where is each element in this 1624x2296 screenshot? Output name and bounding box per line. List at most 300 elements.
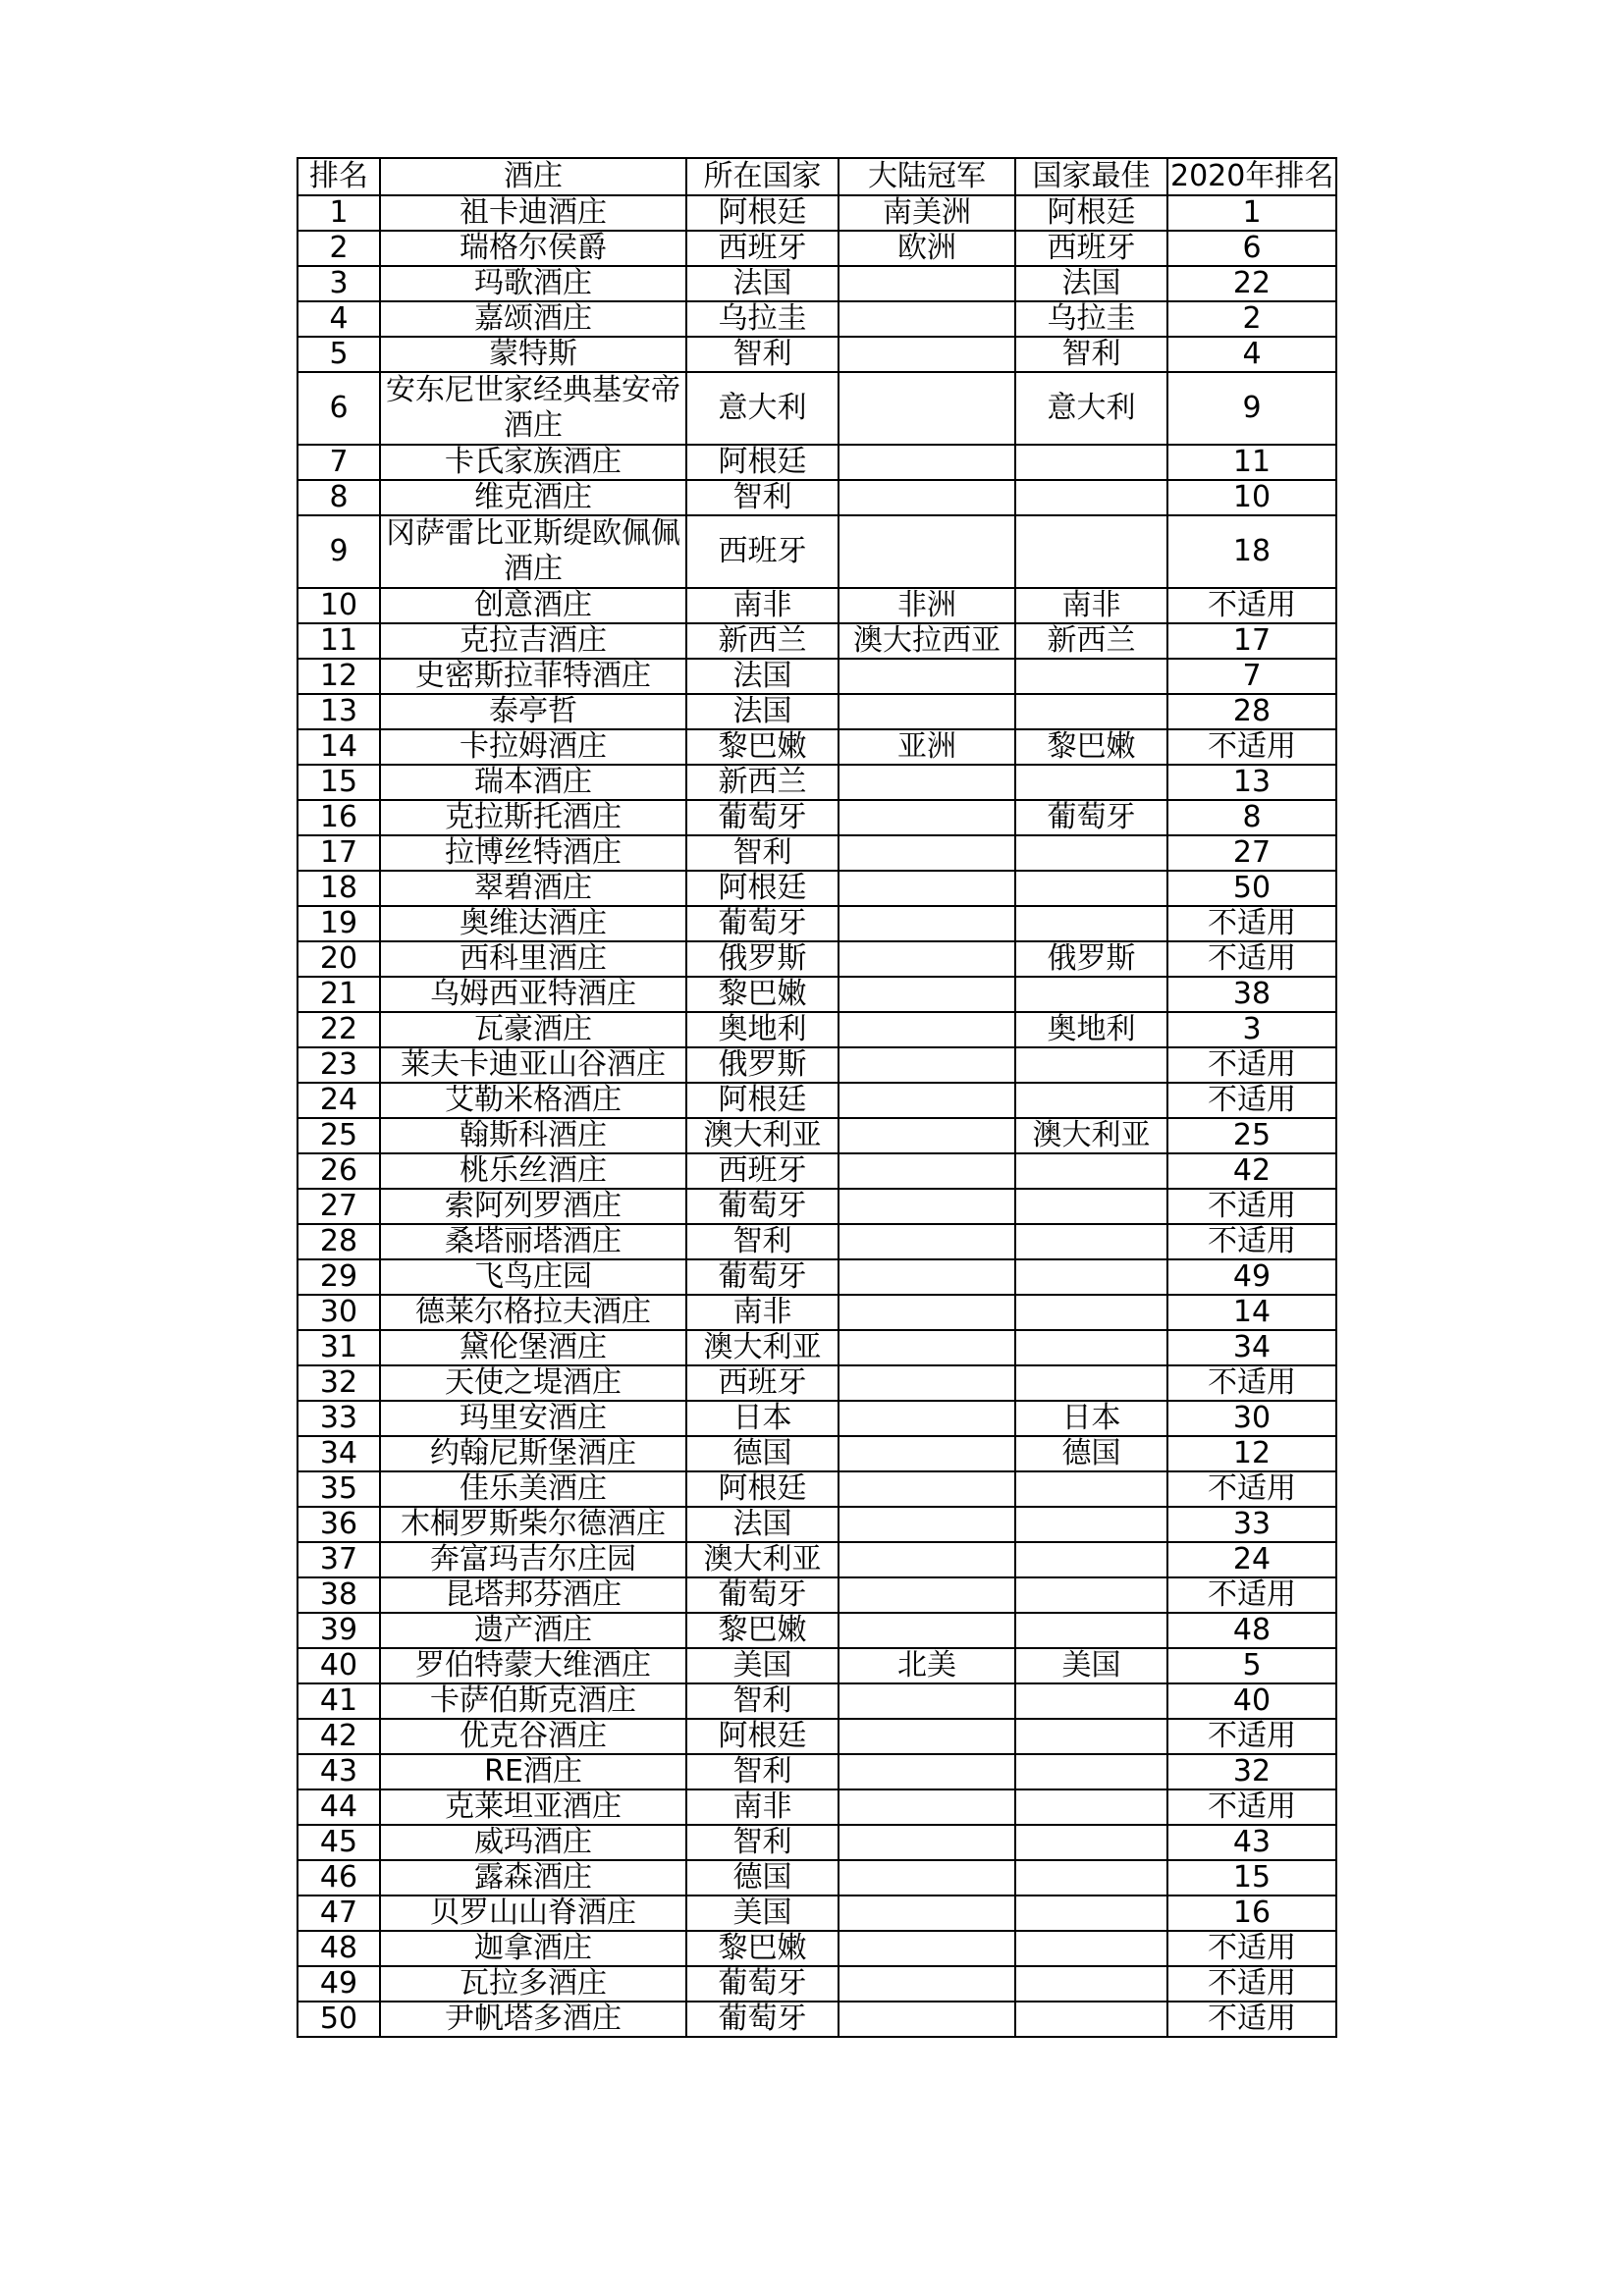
cell-continent-champion (839, 1436, 1015, 1471)
cell-winery: 瓦拉多酒庄 (380, 1966, 686, 2002)
cell-rank: 18 (298, 871, 380, 906)
cell-country-best: 西班牙 (1015, 231, 1167, 266)
cell-country: 乌拉圭 (686, 301, 839, 337)
cell-rank-2020: 43 (1167, 1825, 1336, 1860)
cell-winery: RE酒庄 (380, 1754, 686, 1789)
cell-continent-champion: 南美洲 (839, 195, 1015, 231)
cell-country: 日本 (686, 1401, 839, 1436)
table-row (298, 941, 1336, 977)
cell-continent-champion (839, 765, 1015, 800)
cell-country-best (1015, 1471, 1167, 1507)
cell-rank: 9 (298, 515, 380, 588)
cell-country: 澳大利亚 (686, 1118, 839, 1153)
cell-rank-2020: 10 (1167, 480, 1336, 515)
cell-winery: 创意酒庄 (380, 588, 686, 623)
cell-rank-2020: 不适用 (1167, 1966, 1336, 2002)
table-row (298, 1789, 1336, 1825)
cell-country: 澳大利亚 (686, 1330, 839, 1365)
cell-country: 南非 (686, 1295, 839, 1330)
cell-country-best (1015, 1507, 1167, 1542)
cell-continent-champion (839, 1719, 1015, 1754)
cell-continent-champion (839, 1012, 1015, 1047)
cell-rank-2020: 不适用 (1167, 1577, 1336, 1613)
cell-winery: 木桐罗斯柴尔德酒庄 (380, 1507, 686, 1542)
cell-rank: 32 (298, 1365, 380, 1401)
cell-rank: 17 (298, 835, 380, 871)
table-row (298, 1118, 1336, 1153)
cell-country: 俄罗斯 (686, 941, 839, 977)
cell-rank-2020: 33 (1167, 1507, 1336, 1542)
cell-winery: 蒙特斯 (380, 337, 686, 372)
cell-winery: 瑞本酒庄 (380, 765, 686, 800)
cell-country: 智利 (686, 480, 839, 515)
table-row (298, 1259, 1336, 1295)
cell-country: 西班牙 (686, 231, 839, 266)
table-row (298, 871, 1336, 906)
cell-winery: 祖卡迪酒庄 (380, 195, 686, 231)
cell-country: 意大利 (686, 372, 839, 445)
table-row (298, 835, 1336, 871)
cell-continent-champion (839, 1966, 1015, 2002)
cell-rank-2020: 18 (1167, 515, 1336, 588)
table-row (298, 765, 1336, 800)
cell-continent-champion (839, 1365, 1015, 1401)
cell-winery: 奔富玛吉尔庄园 (380, 1542, 686, 1577)
cell-country-best (1015, 1719, 1167, 1754)
table-row (298, 1613, 1336, 1648)
cell-continent-champion (839, 1189, 1015, 1224)
cell-rank-2020: 不适用 (1167, 1224, 1336, 1259)
cell-rank-2020: 24 (1167, 1542, 1336, 1577)
cell-rank-2020: 28 (1167, 694, 1336, 729)
cell-rank: 19 (298, 906, 380, 941)
cell-continent-champion (839, 1860, 1015, 1896)
cell-rank-2020: 30 (1167, 1401, 1336, 1436)
cell-country-best (1015, 1754, 1167, 1789)
cell-continent-champion (839, 1224, 1015, 1259)
table-row (298, 1401, 1336, 1436)
cell-winery: 乌姆西亚特酒庄 (380, 977, 686, 1012)
cell-rank: 15 (298, 765, 380, 800)
cell-rank: 44 (298, 1789, 380, 1825)
cell-winery: 尹帆塔多酒庄 (380, 2002, 686, 2037)
cell-country: 葡萄牙 (686, 2002, 839, 2037)
cell-rank-2020: 7 (1167, 659, 1336, 694)
cell-rank-2020: 不适用 (1167, 1189, 1336, 1224)
cell-winery: 桑塔丽塔酒庄 (380, 1224, 686, 1259)
cell-country: 智利 (686, 1754, 839, 1789)
cell-winery: 翰斯科酒庄 (380, 1118, 686, 1153)
cell-winery: 艾勒米格酒庄 (380, 1083, 686, 1118)
table-row (298, 1825, 1336, 1860)
cell-continent-champion: 欧洲 (839, 231, 1015, 266)
cell-continent-champion (839, 1931, 1015, 1966)
cell-winery: 约翰尼斯堡酒庄 (380, 1436, 686, 1471)
cell-rank-2020: 27 (1167, 835, 1336, 871)
cell-country-best: 智利 (1015, 337, 1167, 372)
cell-country-best (1015, 871, 1167, 906)
cell-continent-champion (839, 1471, 1015, 1507)
cell-continent-champion (839, 1754, 1015, 1789)
cell-rank: 31 (298, 1330, 380, 1365)
cell-country: 葡萄牙 (686, 800, 839, 835)
cell-country-best: 俄罗斯 (1015, 941, 1167, 977)
table-row (298, 1471, 1336, 1507)
table-row (298, 1754, 1336, 1789)
cell-country-best: 黎巴嫩 (1015, 729, 1167, 765)
table-row (298, 445, 1336, 480)
cell-rank: 21 (298, 977, 380, 1012)
cell-country: 南非 (686, 588, 839, 623)
cell-rank: 39 (298, 1613, 380, 1648)
cell-country: 阿根廷 (686, 1083, 839, 1118)
cell-rank-2020: 不适用 (1167, 906, 1336, 941)
cell-country: 德国 (686, 1436, 839, 1471)
cell-winery: 黛伦堡酒庄 (380, 1330, 686, 1365)
cell-country: 阿根廷 (686, 445, 839, 480)
cell-continent-champion (839, 337, 1015, 372)
table-row (298, 1648, 1336, 1683)
cell-country-best (1015, 906, 1167, 941)
table-row (298, 1860, 1336, 1896)
cell-winery: 安东尼世家经典基安帝酒庄 (380, 372, 686, 445)
cell-rank-2020: 40 (1167, 1683, 1336, 1719)
cell-winery: 嘉颂酒庄 (380, 301, 686, 337)
cell-continent-champion: 澳大拉西亚 (839, 623, 1015, 659)
cell-continent-champion (839, 515, 1015, 588)
cell-country-best (1015, 445, 1167, 480)
table-row (298, 800, 1336, 835)
cell-rank-2020: 不适用 (1167, 1083, 1336, 1118)
table-row (298, 1542, 1336, 1577)
cell-rank-2020: 49 (1167, 1259, 1336, 1295)
table-row (298, 1896, 1336, 1931)
cell-country-best: 意大利 (1015, 372, 1167, 445)
header-rank-2020: 2020年排名 (1167, 158, 1336, 195)
table-row (298, 1189, 1336, 1224)
table-row (298, 1966, 1336, 2002)
cell-rank: 36 (298, 1507, 380, 1542)
cell-continent-champion (839, 800, 1015, 835)
cell-country: 西班牙 (686, 1365, 839, 1401)
cell-rank-2020: 14 (1167, 1295, 1336, 1330)
cell-continent-champion (839, 906, 1015, 941)
cell-winery: 维克酒庄 (380, 480, 686, 515)
cell-country: 黎巴嫩 (686, 1613, 839, 1648)
cell-winery: 佳乐美酒庄 (380, 1471, 686, 1507)
cell-country-best (1015, 1613, 1167, 1648)
cell-rank-2020: 42 (1167, 1153, 1336, 1189)
table-row (298, 623, 1336, 659)
table-row (298, 694, 1336, 729)
cell-rank-2020: 不适用 (1167, 1047, 1336, 1083)
cell-continent-champion (839, 1542, 1015, 1577)
cell-continent-champion (839, 1259, 1015, 1295)
cell-continent-champion (839, 2002, 1015, 2037)
cell-continent-champion (839, 372, 1015, 445)
cell-rank-2020: 11 (1167, 445, 1336, 480)
cell-winery: 西科里酒庄 (380, 941, 686, 977)
table-row (298, 1931, 1336, 1966)
table-header-row (298, 158, 1336, 195)
cell-country-best: 奥地利 (1015, 1012, 1167, 1047)
cell-rank-2020: 不适用 (1167, 729, 1336, 765)
cell-country: 阿根廷 (686, 1719, 839, 1754)
cell-country-best (1015, 1295, 1167, 1330)
cell-rank: 35 (298, 1471, 380, 1507)
cell-continent-champion: 亚洲 (839, 729, 1015, 765)
cell-winery: 迦拿酒庄 (380, 1931, 686, 1966)
cell-continent-champion: 非洲 (839, 588, 1015, 623)
cell-continent-champion (839, 1789, 1015, 1825)
cell-rank-2020: 不适用 (1167, 588, 1336, 623)
cell-winery: 罗伯特蒙大维酒庄 (380, 1648, 686, 1683)
cell-continent-champion (839, 694, 1015, 729)
cell-winery: 卡拉姆酒庄 (380, 729, 686, 765)
winery-ranking-table (297, 157, 1337, 2038)
cell-rank-2020: 3 (1167, 1012, 1336, 1047)
cell-rank: 24 (298, 1083, 380, 1118)
cell-rank-2020: 13 (1167, 765, 1336, 800)
cell-continent-champion: 北美 (839, 1648, 1015, 1683)
cell-rank-2020: 不适用 (1167, 1471, 1336, 1507)
cell-country: 法国 (686, 266, 839, 301)
cell-country-best (1015, 1083, 1167, 1118)
cell-country-best: 美国 (1015, 1648, 1167, 1683)
table-row (298, 266, 1336, 301)
cell-rank-2020: 32 (1167, 1754, 1336, 1789)
cell-rank: 12 (298, 659, 380, 694)
header-rank: 排名 (298, 158, 380, 195)
cell-continent-champion (839, 835, 1015, 871)
header-continent-champion: 大陆冠军 (839, 158, 1015, 195)
cell-country: 葡萄牙 (686, 1966, 839, 2002)
cell-country: 美国 (686, 1648, 839, 1683)
cell-rank: 40 (298, 1648, 380, 1683)
cell-country-best (1015, 1153, 1167, 1189)
cell-country-best (1015, 765, 1167, 800)
cell-country-best: 阿根廷 (1015, 195, 1167, 231)
table-row (298, 1295, 1336, 1330)
cell-rank-2020: 12 (1167, 1436, 1336, 1471)
cell-winery: 瓦豪酒庄 (380, 1012, 686, 1047)
cell-winery: 泰亭哲 (380, 694, 686, 729)
cell-continent-champion (839, 1401, 1015, 1436)
cell-rank: 11 (298, 623, 380, 659)
cell-winery: 卡氏家族酒庄 (380, 445, 686, 480)
cell-country-best (1015, 1542, 1167, 1577)
cell-winery: 瑞格尔侯爵 (380, 231, 686, 266)
cell-winery: 翠碧酒庄 (380, 871, 686, 906)
cell-rank: 16 (298, 800, 380, 835)
cell-rank: 37 (298, 1542, 380, 1577)
cell-country: 美国 (686, 1896, 839, 1931)
cell-country-best (1015, 835, 1167, 871)
cell-country: 法国 (686, 694, 839, 729)
table-row (298, 1153, 1336, 1189)
cell-country-best (1015, 977, 1167, 1012)
cell-rank-2020: 34 (1167, 1330, 1336, 1365)
cell-rank: 14 (298, 729, 380, 765)
cell-rank-2020: 25 (1167, 1118, 1336, 1153)
cell-continent-champion (839, 266, 1015, 301)
cell-country: 新西兰 (686, 623, 839, 659)
cell-rank-2020: 48 (1167, 1613, 1336, 1648)
cell-rank: 5 (298, 337, 380, 372)
cell-country-best (1015, 1189, 1167, 1224)
table-row (298, 588, 1336, 623)
cell-winery: 卡萨伯斯克酒庄 (380, 1683, 686, 1719)
cell-continent-champion (839, 659, 1015, 694)
table-row (298, 659, 1336, 694)
cell-winery: 玛里安酒庄 (380, 1401, 686, 1436)
cell-continent-champion (839, 1295, 1015, 1330)
cell-continent-champion (839, 1047, 1015, 1083)
table-body (298, 195, 1336, 2037)
cell-country-best: 新西兰 (1015, 623, 1167, 659)
table-row (298, 1224, 1336, 1259)
table-row (298, 729, 1336, 765)
table-row (298, 1507, 1336, 1542)
cell-winery: 克拉吉酒庄 (380, 623, 686, 659)
cell-country: 法国 (686, 659, 839, 694)
cell-country-best: 日本 (1015, 1401, 1167, 1436)
cell-rank-2020: 6 (1167, 231, 1336, 266)
cell-rank-2020: 15 (1167, 1860, 1336, 1896)
cell-winery: 飞鸟庄园 (380, 1259, 686, 1295)
cell-rank: 38 (298, 1577, 380, 1613)
cell-winery: 克莱坦亚酒庄 (380, 1789, 686, 1825)
table-row (298, 337, 1336, 372)
cell-country: 阿根廷 (686, 871, 839, 906)
cell-rank-2020: 16 (1167, 1896, 1336, 1931)
cell-winery: 史密斯拉菲特酒庄 (380, 659, 686, 694)
cell-country-best (1015, 1047, 1167, 1083)
cell-continent-champion (839, 1118, 1015, 1153)
cell-rank: 28 (298, 1224, 380, 1259)
cell-country-best: 南非 (1015, 588, 1167, 623)
header-country: 所在国家 (686, 158, 839, 195)
cell-country-best (1015, 480, 1167, 515)
cell-rank: 27 (298, 1189, 380, 1224)
cell-continent-champion (839, 1825, 1015, 1860)
cell-country-best (1015, 2002, 1167, 2037)
cell-continent-champion (839, 301, 1015, 337)
cell-rank-2020: 不适用 (1167, 1789, 1336, 1825)
cell-country: 新西兰 (686, 765, 839, 800)
cell-country: 俄罗斯 (686, 1047, 839, 1083)
cell-country: 德国 (686, 1860, 839, 1896)
cell-continent-champion (839, 1896, 1015, 1931)
cell-rank: 45 (298, 1825, 380, 1860)
table-row (298, 1012, 1336, 1047)
cell-country-best (1015, 1365, 1167, 1401)
cell-rank-2020: 5 (1167, 1648, 1336, 1683)
cell-rank: 4 (298, 301, 380, 337)
cell-country: 黎巴嫩 (686, 977, 839, 1012)
cell-winery: 桃乐丝酒庄 (380, 1153, 686, 1189)
cell-rank: 7 (298, 445, 380, 480)
cell-country-best (1015, 694, 1167, 729)
cell-country-best (1015, 1577, 1167, 1613)
cell-continent-champion (839, 1613, 1015, 1648)
cell-country: 南非 (686, 1789, 839, 1825)
table-row (298, 1083, 1336, 1118)
cell-country-best (1015, 1860, 1167, 1896)
cell-rank: 8 (298, 480, 380, 515)
table-row (298, 1436, 1336, 1471)
cell-country: 葡萄牙 (686, 1577, 839, 1613)
cell-continent-champion (839, 1507, 1015, 1542)
cell-country-best: 澳大利亚 (1015, 1118, 1167, 1153)
table-row (298, 372, 1336, 445)
cell-winery: 克拉斯托酒庄 (380, 800, 686, 835)
cell-country-best: 法国 (1015, 266, 1167, 301)
cell-rank-2020: 2 (1167, 301, 1336, 337)
cell-country: 葡萄牙 (686, 906, 839, 941)
cell-winery: 德莱尔格拉夫酒庄 (380, 1295, 686, 1330)
cell-country: 黎巴嫩 (686, 1931, 839, 1966)
cell-country-best (1015, 1789, 1167, 1825)
cell-rank-2020: 50 (1167, 871, 1336, 906)
cell-rank: 41 (298, 1683, 380, 1719)
cell-rank: 20 (298, 941, 380, 977)
cell-country: 法国 (686, 1507, 839, 1542)
cell-rank: 46 (298, 1860, 380, 1896)
cell-rank-2020: 1 (1167, 195, 1336, 231)
cell-country-best (1015, 515, 1167, 588)
cell-continent-champion (839, 1683, 1015, 1719)
cell-winery: 奥维达酒庄 (380, 906, 686, 941)
cell-rank-2020: 8 (1167, 800, 1336, 835)
cell-rank: 42 (298, 1719, 380, 1754)
cell-rank: 34 (298, 1436, 380, 1471)
cell-country: 葡萄牙 (686, 1189, 839, 1224)
cell-winery: 拉博丝特酒庄 (380, 835, 686, 871)
cell-rank-2020: 不适用 (1167, 941, 1336, 977)
cell-rank: 30 (298, 1295, 380, 1330)
cell-rank: 49 (298, 1966, 380, 2002)
cell-rank: 10 (298, 588, 380, 623)
cell-winery: 遗产酒庄 (380, 1613, 686, 1648)
cell-rank-2020: 9 (1167, 372, 1336, 445)
cell-winery: 威玛酒庄 (380, 1825, 686, 1860)
cell-rank: 50 (298, 2002, 380, 2037)
cell-rank: 48 (298, 1931, 380, 1966)
cell-continent-champion (839, 871, 1015, 906)
cell-country: 智利 (686, 835, 839, 871)
cell-country: 阿根廷 (686, 195, 839, 231)
cell-winery: 玛歌酒庄 (380, 266, 686, 301)
cell-rank-2020: 38 (1167, 977, 1336, 1012)
cell-country-best: 德国 (1015, 1436, 1167, 1471)
cell-country: 西班牙 (686, 515, 839, 588)
header-winery: 酒庄 (380, 158, 686, 195)
table-row (298, 1047, 1336, 1083)
cell-rank: 43 (298, 1754, 380, 1789)
cell-rank: 22 (298, 1012, 380, 1047)
table-row (298, 480, 1336, 515)
cell-country-best (1015, 1896, 1167, 1931)
cell-continent-champion (839, 1153, 1015, 1189)
table-row (298, 231, 1336, 266)
table-row (298, 1365, 1336, 1401)
cell-continent-champion (839, 1577, 1015, 1613)
cell-country-best (1015, 1683, 1167, 1719)
table-row (298, 195, 1336, 231)
cell-winery: 昆塔邦芬酒庄 (380, 1577, 686, 1613)
cell-country-best: 葡萄牙 (1015, 800, 1167, 835)
